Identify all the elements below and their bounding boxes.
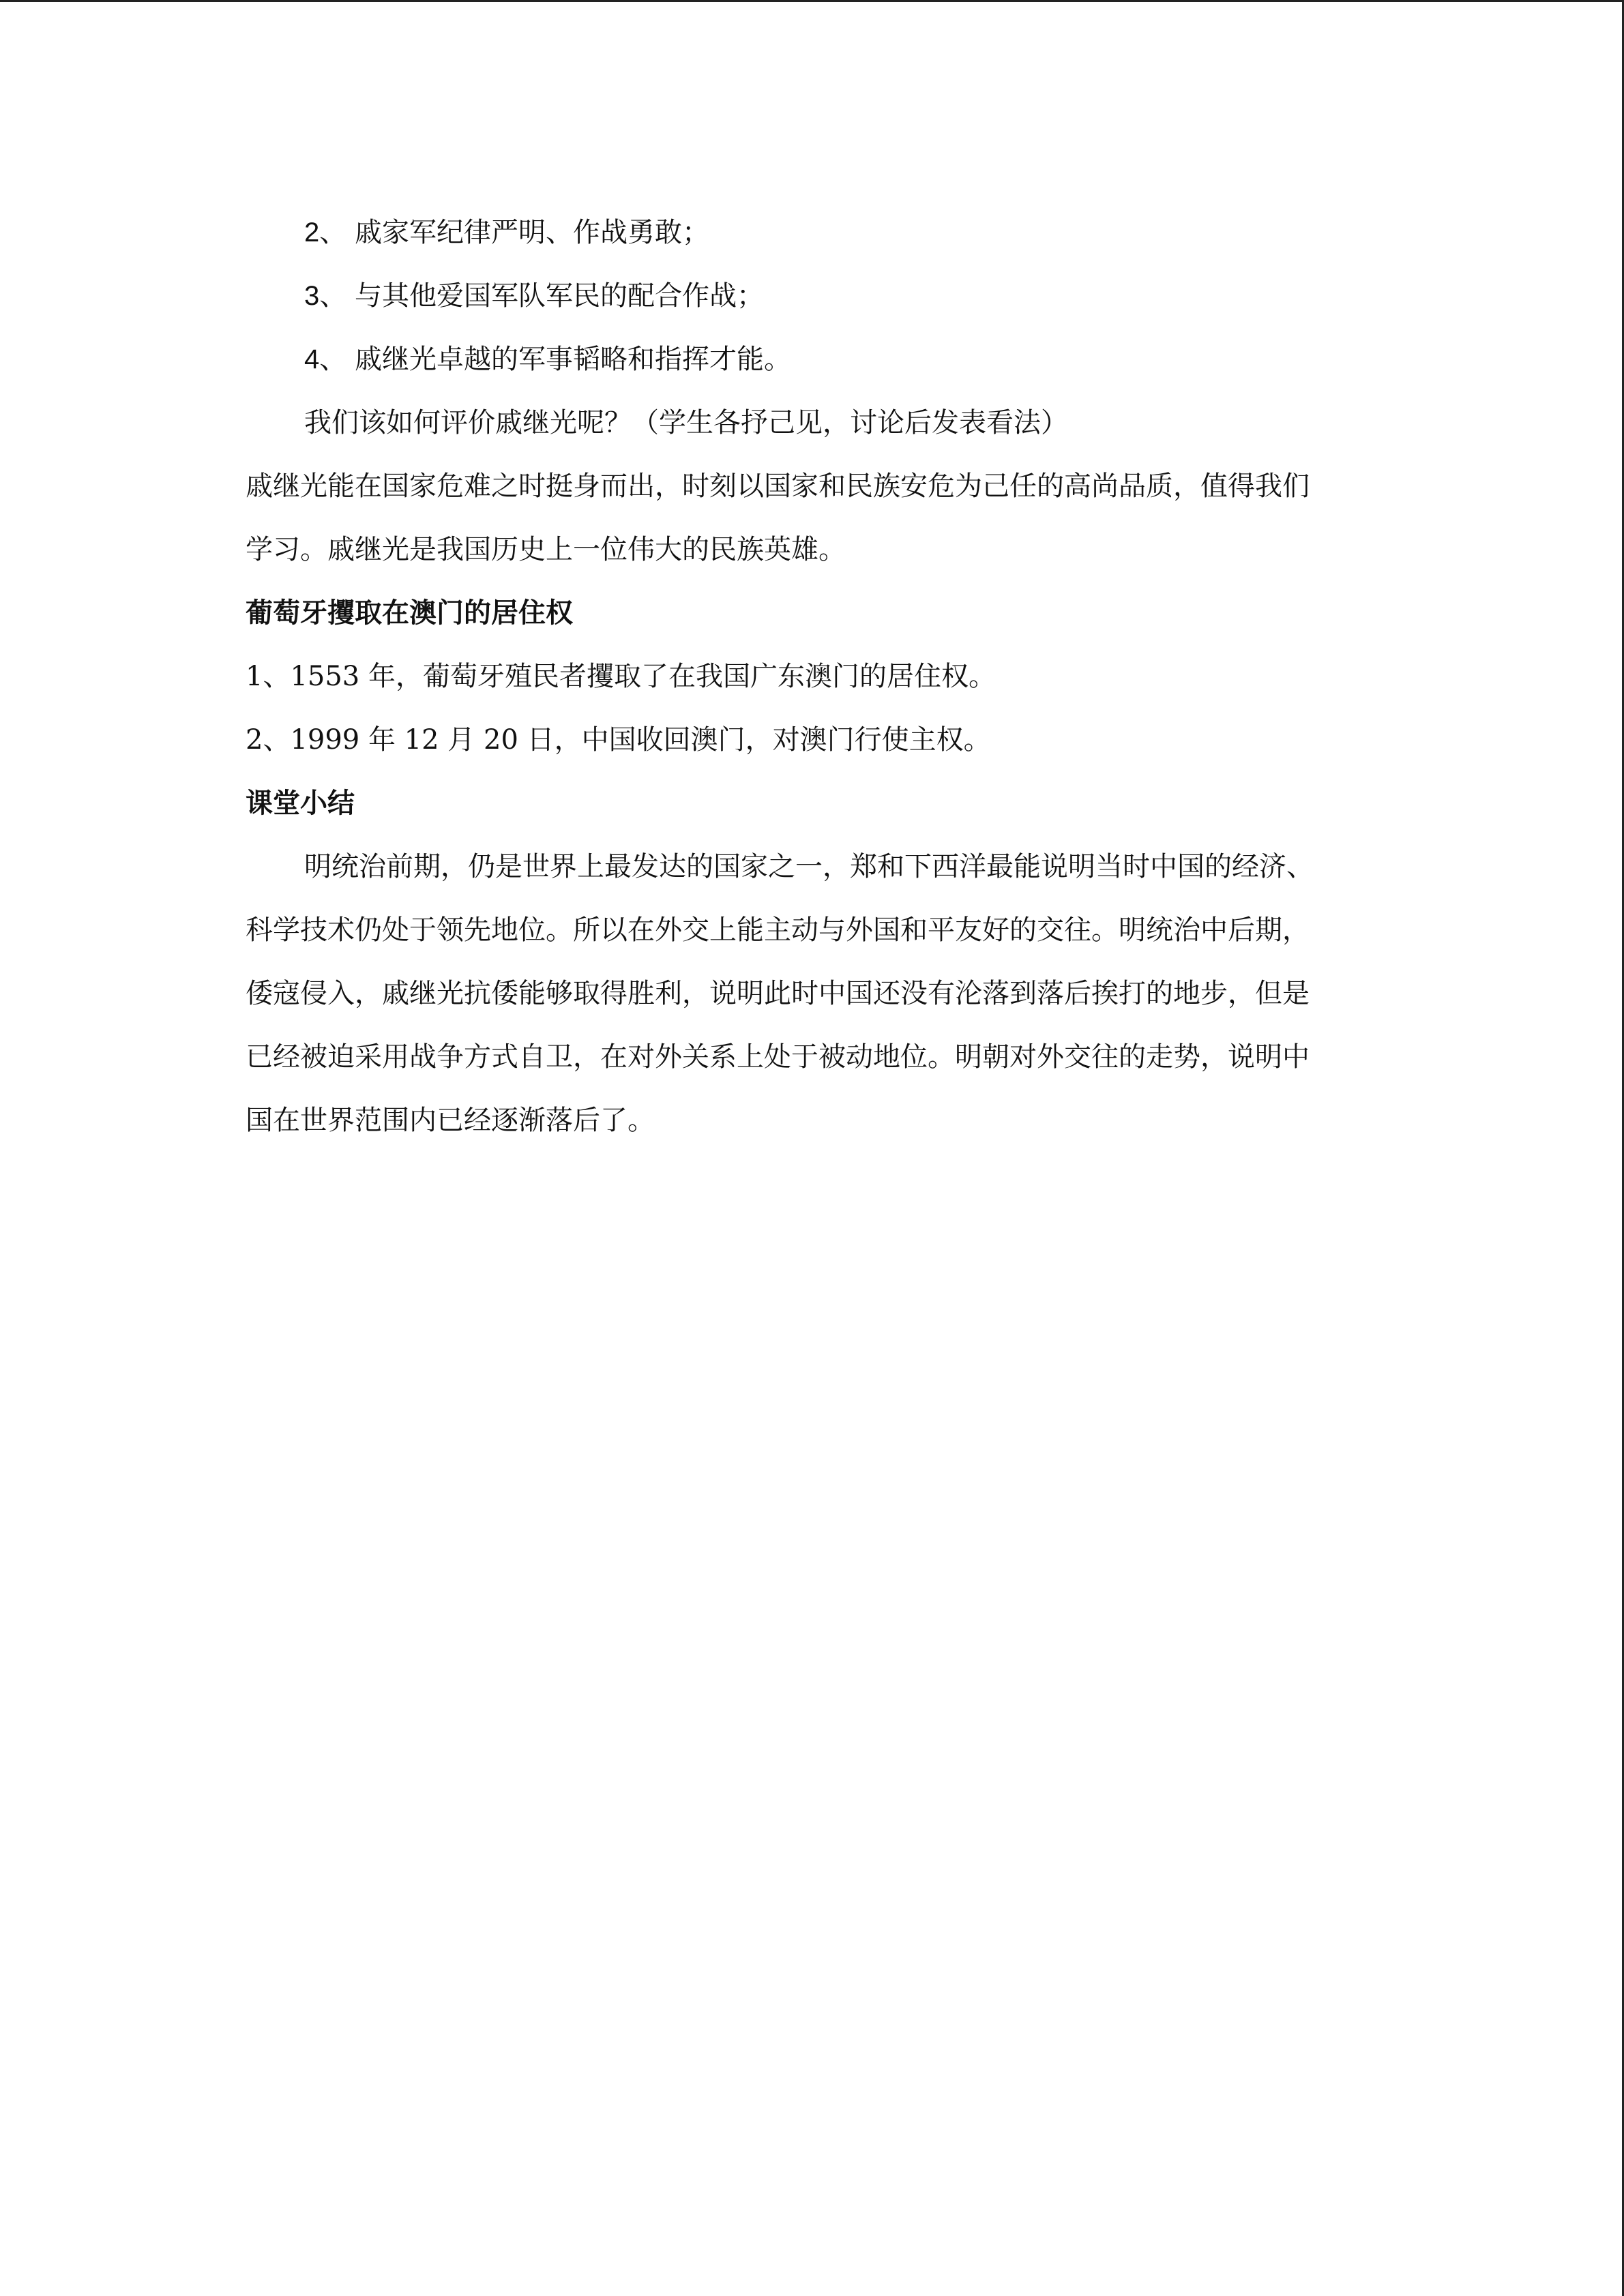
summary-line: 已经被迫采用战争方式自卫，在对外关系上处于被动地位。明朝对外交往的走势，说明中 [246,1041,1310,1073]
list-item-number: 4、 [304,344,347,374]
summary-line: 科学技术仍处于领先地位。所以在外交上能主动与外国和平友好的交往。明统治中后期， [246,914,1310,946]
macau-item: 2、1999 年 12 月 20 日，中国收回澳门，对澳门行使主权。 [246,724,991,756]
list-item-text: 戚家军纪律严明、作战勇敢； [355,217,709,248]
discussion-question: 我们该如何评价戚继光呢？（学生各抒己见，讨论后发表看法） [304,407,1068,438]
evaluation-line: 戚继光能在国家危难之时挺身而出，时刻以国家和民族安危为己任的高尚品质，值得我们 [246,471,1310,502]
evaluation-line: 学习。戚继光是我国历史上一位伟大的民族英雄。 [246,534,846,565]
page-top-border [0,0,1624,2]
list-item-number: 2、 [304,218,347,248]
list-item [246,265,1371,328]
list-item-text: 与其他爱国军队军民的配合作战； [355,280,764,312]
list-item [246,201,1371,265]
section-heading-summary: 课堂小结 [246,788,355,819]
list-item-text: 戚继光卓越的军事韬略和指挥才能。 [355,344,791,375]
summary-line: 倭寇侵入，戚继光抗倭能够取得胜利，说明此时中国还没有沦落到落后挨打的地步，但是 [246,978,1310,1009]
summary-line: 明统治前期，仍是世界上最发达的国家之一，郑和下西洋最能说明当时中国的经济、 [304,851,1314,882]
document-body [246,201,1371,1152]
section-heading-macau: 葡萄牙攫取在澳门的居住权 [246,597,573,629]
list-item [246,328,1371,391]
summary-line: 国在世界范围内已经逐渐落后了。 [246,1105,655,1136]
list-item-number: 3、 [304,281,347,311]
macau-item: 1、1553 年，葡萄牙殖民者攫取了在我国广东澳门的居住权。 [246,661,996,692]
